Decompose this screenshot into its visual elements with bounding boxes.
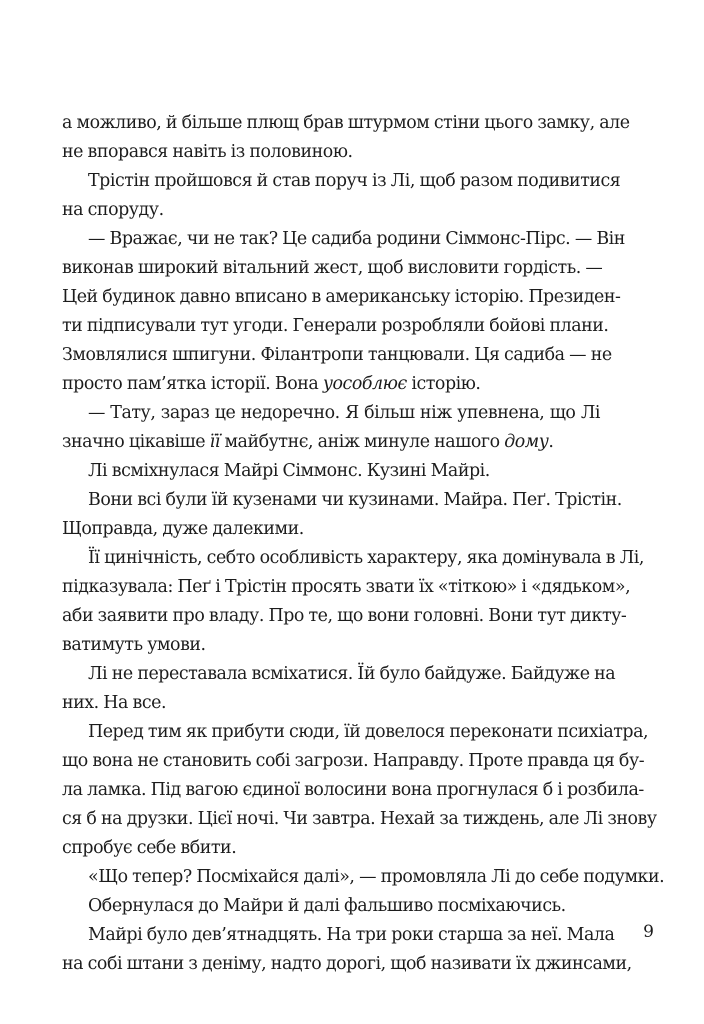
italic-text: уособлює: [322, 374, 407, 394]
text-line: [62, 950, 632, 979]
text-line: [62, 602, 627, 631]
text-run: аби заявити про владу. Про те, що вони головні. Вони тут дикту-: [62, 606, 627, 626]
text-run: що вона не становить собі загрози. Направду. Проте правда ця бу-: [62, 751, 645, 771]
text-run: Щоправда, дуже далекими.: [62, 519, 304, 539]
text-line: [62, 805, 657, 834]
text-line: [62, 863, 665, 892]
text-run: Обернулася до Майри й далі фальшиво посміхаючись.: [88, 896, 566, 916]
text-run: ватимуть умови.: [62, 635, 206, 655]
text-line: [62, 921, 615, 950]
text-run: Трістін пройшовся й став поруч із Лі, щоб разом подивитися: [88, 171, 621, 191]
text-run: Майрі було дев’ятнадцять. На три роки старша за неї. Мала: [88, 925, 615, 945]
text-run: спробує себе вбити.: [62, 838, 237, 858]
text-run: Цей будинок давно вписано в американську історію. Президен-: [62, 287, 621, 307]
text-line: [62, 167, 621, 196]
text-run: .: [548, 432, 554, 452]
text-line: [62, 341, 612, 370]
text-line: [62, 370, 600, 399]
text-run: Перед тим як прибути сюди, їй довелося переконати психіатра,: [88, 722, 649, 742]
text-line: [62, 196, 600, 225]
text-line: [62, 254, 603, 283]
text-run: — Тату, зараз це недоречно. Я більш ніж упевнена, що Лі: [88, 403, 600, 423]
text-run: значно цікавіше: [62, 432, 210, 452]
text-line: [62, 457, 600, 486]
text-run: підказувала: Пеґ і Трістін просять звати їх «тіткою» і «дядьком»,: [62, 577, 631, 597]
text-line: [62, 544, 644, 573]
text-line: [62, 834, 600, 863]
italic-text: дому: [504, 432, 549, 452]
text-line: [62, 689, 600, 718]
italic-text: її: [209, 432, 220, 452]
text-run: виконав широкий вітальний жест, щоб висловити гордість. —: [62, 258, 603, 278]
text-run: Її цинічність, себто особливість характеру, яка домінувала в Лі,: [88, 548, 644, 568]
text-line: [62, 515, 600, 544]
text-run: них. На все.: [62, 693, 167, 713]
text-run: «Що тепер? Посміхайся далі», — промовляла Лі до себе подумки.: [88, 867, 665, 887]
text-line: [62, 486, 622, 515]
page-number: 9: [643, 922, 654, 942]
text-run: ла ламка. Під вагою єдиної волосини вона прогнулася б і розбила-: [62, 780, 644, 800]
text-line: [62, 283, 621, 312]
text-line: [62, 428, 600, 457]
text-run: Лі не переставала всміхатися. Їй було байдуже. Байдуже на: [88, 664, 616, 684]
text-run: просто пам’ятка історії. Вона: [62, 374, 323, 394]
text-line: [62, 225, 625, 254]
text-line: [62, 892, 600, 921]
text-run: не впорався навіть із половиною.: [62, 142, 353, 162]
text-line: [62, 109, 630, 138]
text-run: а можливо, й більше плющ брав штурмом стіни цього замку, але: [62, 113, 630, 133]
text-run: Змовлялися шпигуни. Філантропи танцювали. Ця садиба — не: [62, 345, 612, 365]
text-line: [62, 747, 645, 776]
text-run: на споруду.: [62, 200, 164, 220]
text-line: [62, 631, 600, 660]
text-run: — Вражає, чи не так? Це садиба родини Сіммонс-Пірс. — Він: [88, 229, 625, 249]
text-run: Вони всі були їй кузенами чи кузинами. Майра. Пеґ. Трістін.: [88, 490, 622, 510]
text-run: на собі штани з деніму, надто дорогі, щоб називати їх джинсами,: [62, 954, 632, 974]
text-run: ся б на друзки. Цієї ночі. Чи завтра. Нехай за тиждень, але Лі знову: [62, 809, 657, 829]
text-line: [62, 660, 616, 689]
text-line: [62, 399, 600, 428]
text-run: Лі всміхнулася Майрі Сіммонс. Кузині Майрі.: [88, 461, 490, 481]
text-line: [62, 776, 644, 805]
text-line: [62, 138, 600, 167]
text-run: ти підписували тут угоди. Генерали розробляли бойові плани.: [62, 316, 609, 336]
text-run: історію.: [406, 374, 481, 394]
text-run: майбутнє, аніж минуле нашого: [219, 432, 505, 452]
text-line: [62, 718, 649, 747]
body-text: [62, 109, 665, 979]
text-line: [62, 312, 609, 341]
text-line: [62, 573, 631, 602]
